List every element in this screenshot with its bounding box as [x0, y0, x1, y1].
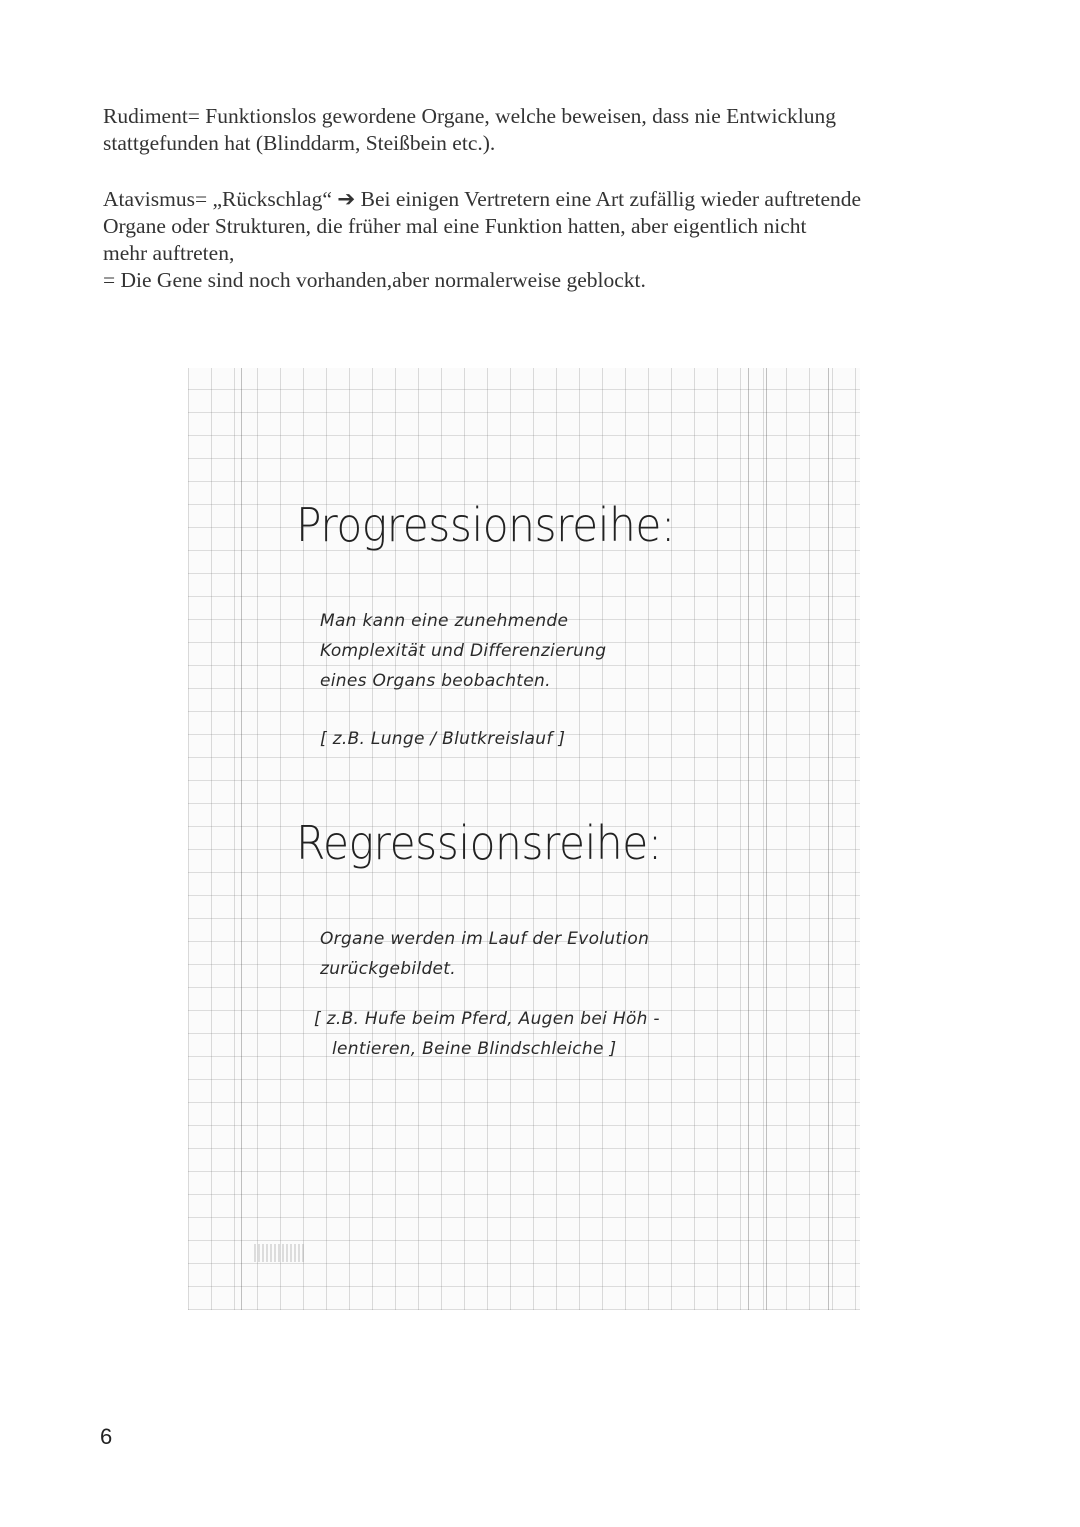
grid-margin-line	[748, 368, 749, 1310]
regression-text	[320, 924, 649, 984]
progression-example: [ z.B. Lunge / Blutkreislauf ]	[320, 729, 566, 749]
rudiment-line: Rudiment= Funktionslos gewordene Organe, welche beweisen, dass nie Entwicklung	[103, 104, 837, 128]
progression-line: Man kann eine zunehmende	[320, 611, 569, 631]
regression-line: zurückgebildet.	[320, 959, 456, 979]
progression-line: Komplexität und Differenzierung	[320, 641, 607, 661]
regression-example-line: [ z.B. Hufe beim Pferd, Augen bei Höh -	[314, 1009, 660, 1029]
atavismus-line: = Die Gene sind noch vorhanden,aber normalerweise geblockt.	[103, 268, 646, 292]
progression-title: Progressionsreihe:	[296, 498, 675, 552]
page-number: 6	[100, 1424, 113, 1449]
regression-title: Regressionsreihe:	[296, 816, 662, 870]
progression-line: eines Organs beobachten.	[320, 671, 551, 691]
progression-text	[320, 606, 606, 696]
grid-margin-line	[766, 368, 767, 1310]
atavismus-line: mehr auftreten,	[103, 241, 235, 265]
grid-margin-line	[241, 368, 242, 1310]
rudiment-line: stattgefunden hat (Blinddarm, Steißbein etc.).	[103, 131, 496, 155]
paper-smudge	[254, 1244, 306, 1262]
regression-example	[314, 1004, 660, 1064]
rudiment-definition	[103, 103, 983, 157]
regression-line: Organe werden im Lauf der Evolution	[320, 929, 650, 949]
handwritten-notes-photo	[188, 368, 860, 1310]
grid-margin-line	[828, 368, 829, 1310]
atavismus-line: Organe oder Strukturen, die früher mal eine Funktion hatten, aber eigentlich nicht	[103, 214, 807, 238]
atavismus-line: Atavismus= „Rückschlag“ ➔ Bei einigen Vertretern eine Art zufällig wieder auftretende	[103, 187, 862, 211]
regression-example-line: lentieren, Beine Blindschleiche ]	[332, 1039, 617, 1059]
atavismus-definition	[103, 186, 983, 294]
